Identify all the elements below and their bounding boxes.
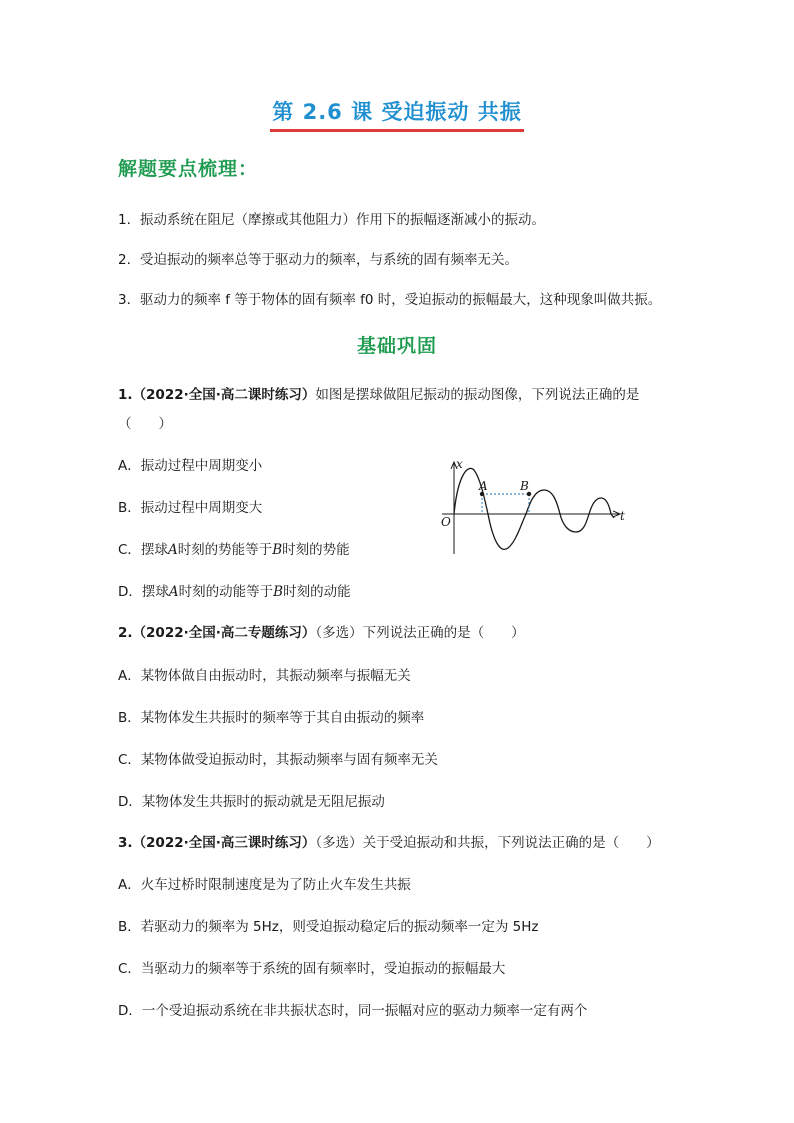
section-heading-key-points: 解题要点梳理： <box>118 158 259 180</box>
section-heading-basics: 基础巩固 <box>356 335 437 357</box>
option-text: 振动过程中周期变小 <box>140 458 263 474</box>
question-3-stem <box>118 831 660 851</box>
question-1-option-a <box>118 454 262 474</box>
question-1-blank: （ ） <box>118 416 172 432</box>
question-1-option-c <box>118 538 350 558</box>
option-text-part: 时刻的势能 <box>282 542 350 558</box>
option-label: B． <box>118 500 141 516</box>
option-label: D． <box>118 1003 142 1019</box>
damped-oscillation-graph <box>436 456 632 558</box>
key-point-text: 振动系统在阻尼（摩擦或其他阻力）作用下的振幅逐渐减小的振动。 <box>140 212 545 228</box>
question-1-stem <box>118 383 639 403</box>
option-label: A． <box>118 668 141 684</box>
x-axis-label: t <box>620 509 625 523</box>
option-text-part: 时刻的动能等于 <box>178 584 274 600</box>
option-label: B． <box>118 710 141 726</box>
option-text-part: 时刻的动能 <box>283 584 351 600</box>
option-text: 一个受迫振动系统在非共振状态时，同一振幅对应的驱动力频率一定有两个 <box>141 1003 588 1019</box>
y-axis-label: x <box>456 457 463 471</box>
point-b-symbol: B <box>273 584 284 600</box>
key-point-1 <box>118 208 545 228</box>
question-3-option-d <box>118 999 587 1019</box>
question-text: 如图是摆球做阻尼振动的振动图像，下列说法正确的是 <box>315 387 640 403</box>
point-a-label: A <box>479 479 488 493</box>
option-text-part: 摆球 <box>141 584 169 600</box>
option-label: C． <box>118 542 141 558</box>
option-text: 火车过桥时限制速度是为了防止火车发生共振 <box>140 877 411 893</box>
question-2-option-a <box>118 664 411 684</box>
question-2-option-d <box>118 790 385 810</box>
question-3-option-c <box>118 957 505 977</box>
option-text: 某物体做受迫振动时，其振动频率与固有频率无关 <box>140 752 438 768</box>
point-a-symbol: A <box>167 542 178 558</box>
question-source: （2022·全国·高二专题练习） <box>132 625 316 641</box>
question-number: 3. <box>118 835 133 851</box>
key-point-text: 受迫振动的频率总等于驱动力的频率，与系统的固有频率无关。 <box>140 252 518 268</box>
key-point-number: 2. <box>118 252 131 268</box>
option-label: C． <box>118 752 141 768</box>
question-2-stem <box>118 621 525 641</box>
option-text-part: 摆球 <box>140 542 168 558</box>
option-text: 若驱动力的频率为 5Hz，则受迫振动稳定后的振动频率一定为 5Hz <box>140 919 539 935</box>
option-label: D． <box>118 584 142 600</box>
page-title-text: 第 2.6 课 受迫振动 共振 <box>270 96 523 132</box>
option-text-part: 时刻的势能等于 <box>177 542 273 558</box>
origin-label: O <box>441 515 451 529</box>
option-text: 某物体发生共振时的频率等于其自由振动的频率 <box>140 710 425 726</box>
option-text: 某物体发生共振时的振动就是无阻尼振动 <box>141 794 385 810</box>
question-number: 2. <box>118 625 133 641</box>
page-title <box>0 96 794 132</box>
question-text: （多选）关于受迫振动和共振，下列说法正确的是（ ） <box>315 835 660 851</box>
option-text: 某物体做自由振动时，其振动频率与振幅无关 <box>140 668 411 684</box>
option-text: 振动过程中周期变大 <box>140 500 263 516</box>
key-point-text: 驱动力的频率 f 等于物体的固有频率 f0 时，受迫振动的振幅最大，这种现象叫做共振。 <box>140 292 662 308</box>
option-text: 当驱动力的频率等于系统的固有频率时，受迫振动的振幅最大 <box>140 961 506 977</box>
damped-curve <box>454 468 614 549</box>
option-label: B． <box>118 919 141 935</box>
question-source: （2022·全国·高三课时练习） <box>132 835 316 851</box>
question-2-option-c <box>118 748 438 768</box>
option-label: D． <box>118 794 142 810</box>
question-3-option-a <box>118 873 411 893</box>
question-1-option-d <box>118 580 351 600</box>
question-3-option-b <box>118 915 539 935</box>
option-label: A． <box>118 458 141 474</box>
question-number: 1. <box>118 387 133 403</box>
question-2-option-b <box>118 706 424 726</box>
key-point-number: 3. <box>118 292 131 308</box>
option-label: C． <box>118 961 141 977</box>
key-point-number: 1. <box>118 212 131 228</box>
option-label: A． <box>118 877 141 893</box>
key-point-3 <box>118 288 661 308</box>
point-b-symbol: B <box>272 542 283 558</box>
question-text: （多选）下列说法正确的是（ ） <box>315 625 525 641</box>
question-1-option-b <box>118 496 262 516</box>
key-point-2 <box>118 248 518 268</box>
point-b-label: B <box>520 479 529 493</box>
point-a-symbol: A <box>168 584 179 600</box>
question-source: （2022·全国·高二课时练习） <box>132 387 316 403</box>
